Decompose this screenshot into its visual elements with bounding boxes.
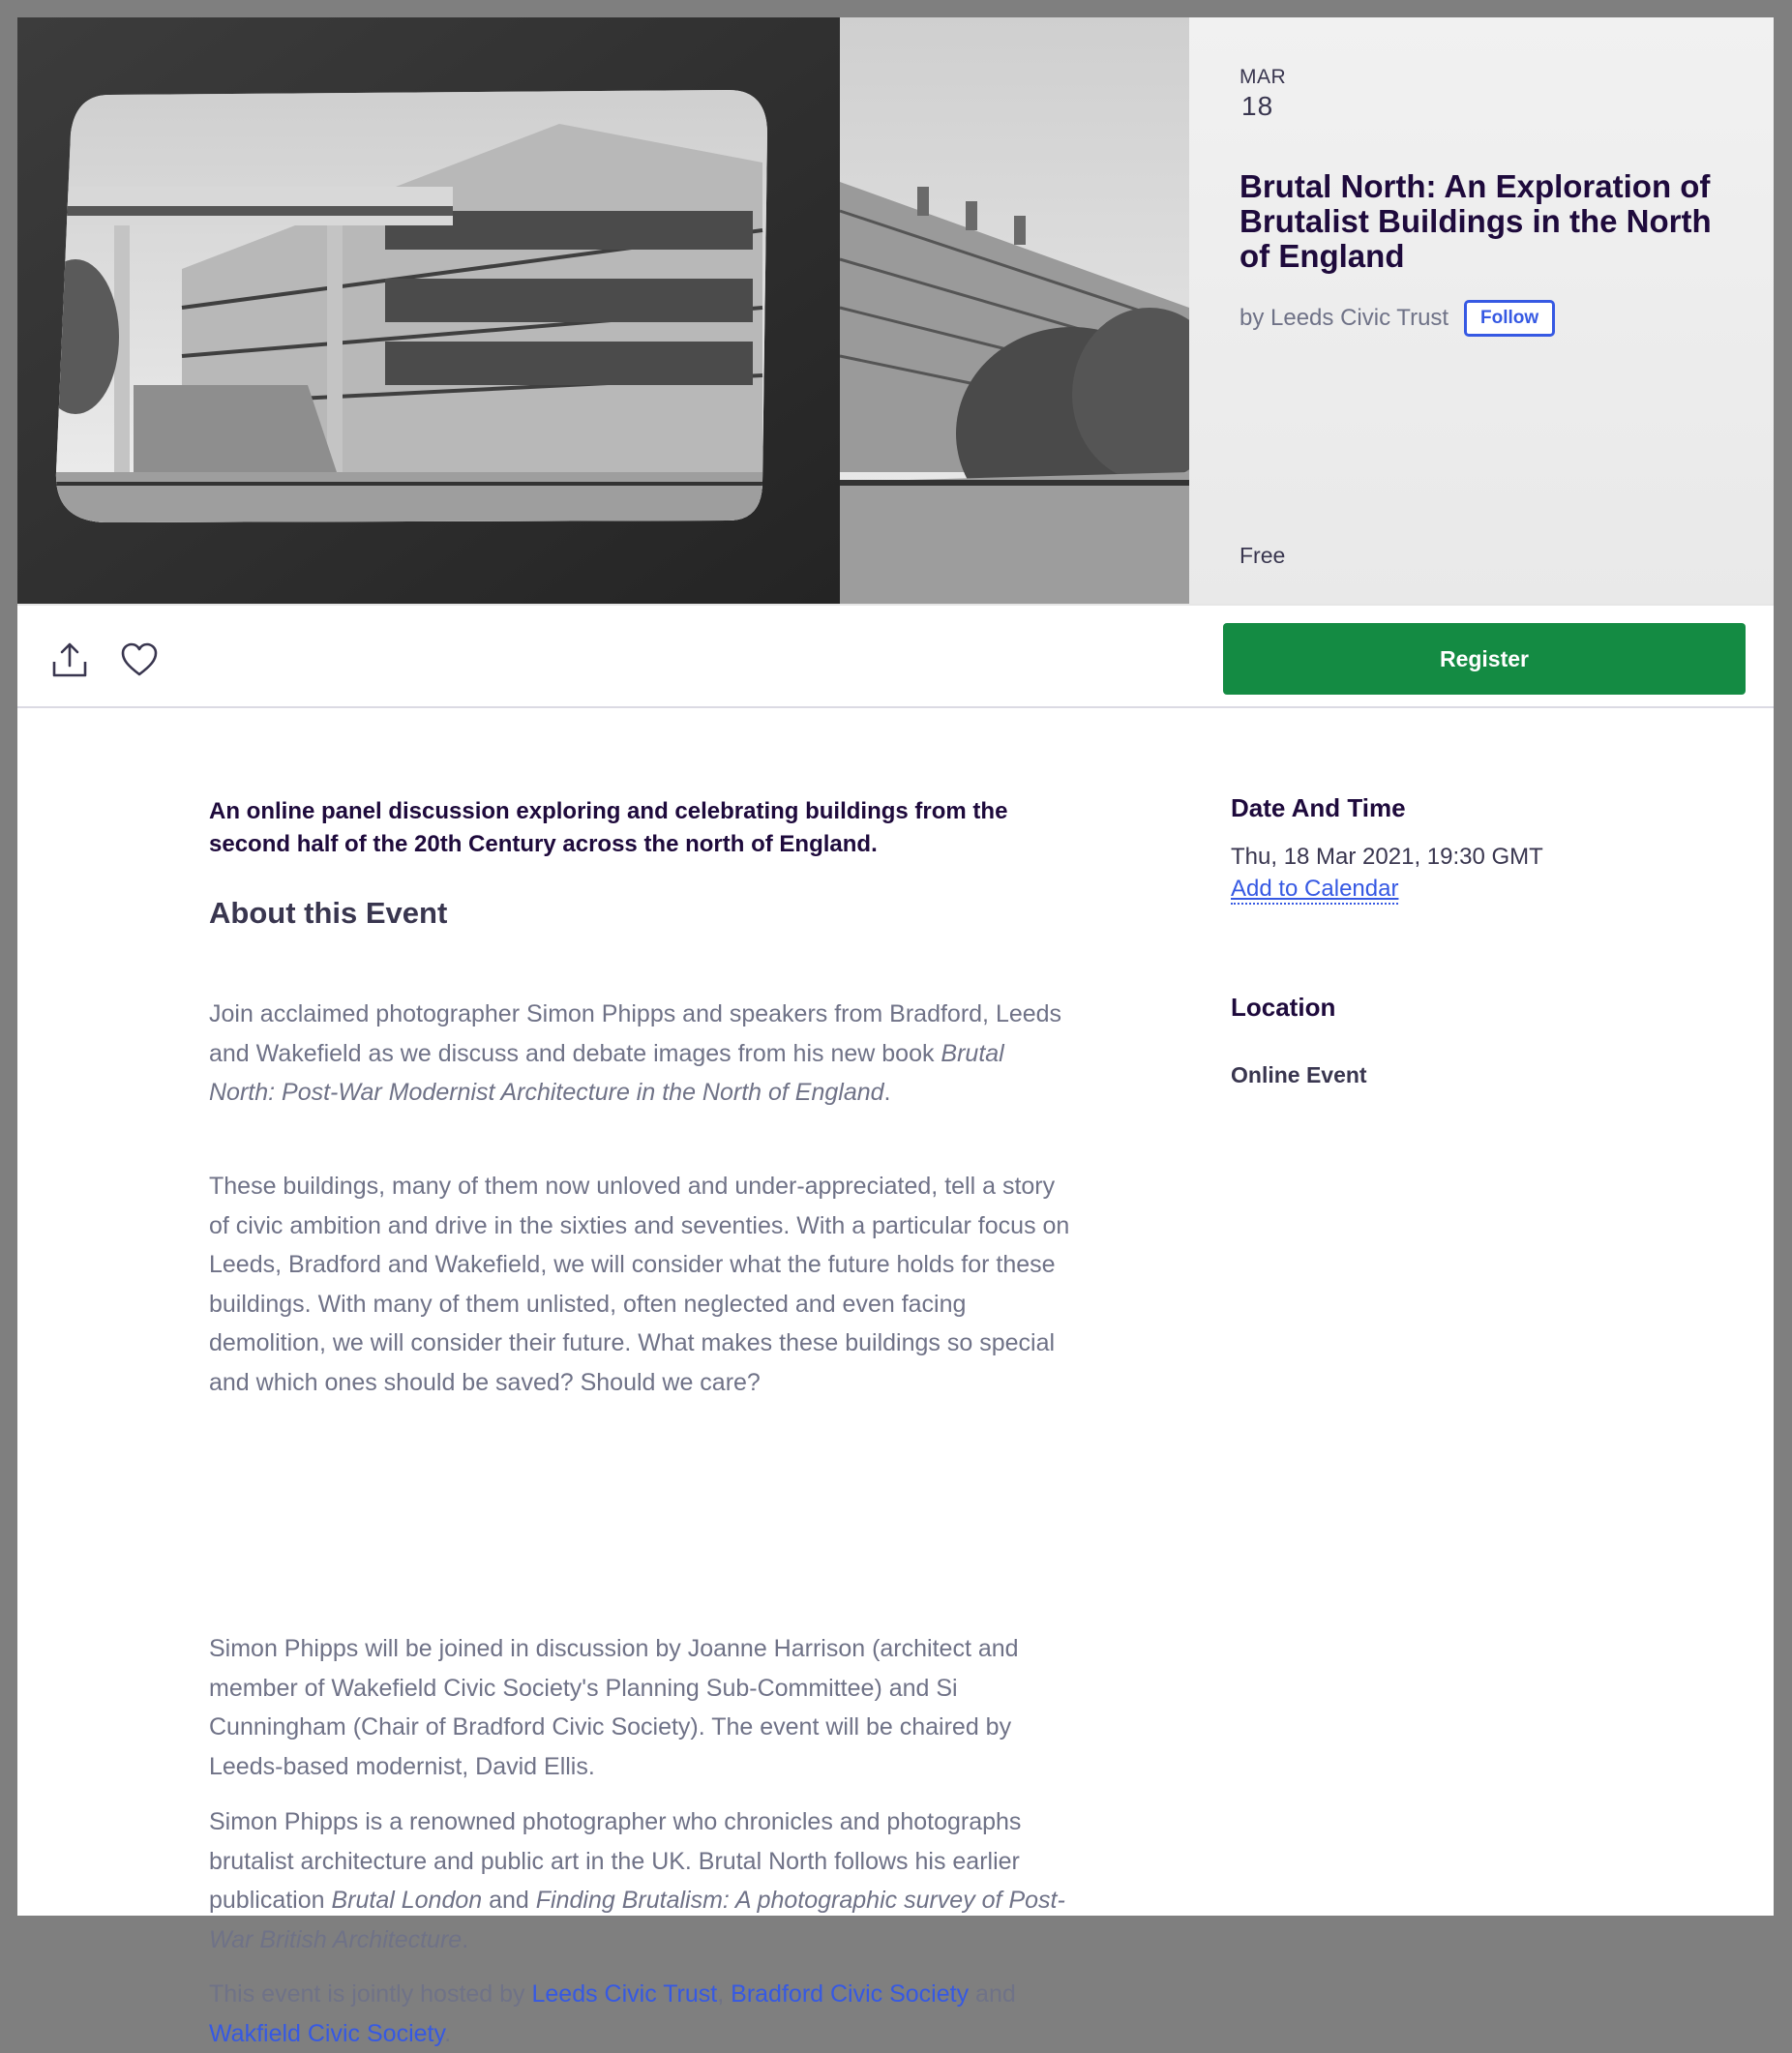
event-hero-image (17, 17, 1189, 604)
event-date-time: Thu, 18 Mar 2021, 19:30 GMT (1231, 844, 1543, 870)
about-heading: About this Event (209, 896, 448, 930)
book-title: Brutal North: Post-War Modernist Architecture in the North of England (209, 1039, 1004, 1106)
share-icon[interactable] (50, 640, 89, 679)
description-paragraph-1: Join acclaimed photographer Simon Phipps and speakers from Bradford, Leeds and Wakefield as we discuss and debate images from his new book Brutal North: Post-War Modernist Architecture in the North of England. (209, 1000, 1062, 1106)
heart-icon[interactable] (120, 640, 159, 679)
book-title: Brutal London (331, 1887, 483, 1914)
description-paragraph-2: These buildings, many of them now unloved and under-appreciated, tell a story of civic ambition and drive in the sixties and seventies. With a particular focus on Leeds, Bradford and Wakefield, we will consider what the future holds for these buildings. With many of them unlisted, often neglected and even facing demolition, we will consider their future. What makes these buildings so special and which ones should be saved? Should we care? (209, 1173, 1070, 1396)
bradford-civic-society-link[interactable]: Bradford Civic Society (731, 1980, 970, 2008)
leeds-civic-trust-link[interactable]: Leeds Civic Trust (531, 1980, 718, 2008)
description-paragraph-3: Simon Phipps will be joined in discussion by Joanne Harrison (architect and member of Wakefield Civic Society's Planning Sub-Committee) and Si Cunningham (Chair of Bradford Civic Society). The event will be chaired by Leeds-based modernist, David Ellis. (209, 1635, 1019, 1780)
event-hero (17, 17, 1774, 604)
event-price: Free (1239, 543, 1286, 568)
description-paragraph-5: This event is jointly hosted by Leeds Civic Trust, Bradford Civic Society and Wakfield Civic Society. (209, 1980, 1016, 2047)
organizer-name[interactable]: by Leeds Civic Trust (1239, 305, 1449, 331)
event-details (17, 708, 1774, 2047)
follow-button[interactable]: Follow (1464, 300, 1555, 337)
description-paragraph-4: Simon Phipps is a renowned photographer who chronicles and photographs brutalist architecture and public art in the UK. Brutal North follows his earlier publication Brutal London and Finding Brutalism: A photographic survey of Post-War British Architecture. (209, 1808, 1065, 1953)
brutalist-building-photo (17, 17, 1189, 604)
register-button[interactable]: Register (1223, 623, 1746, 695)
event-title: Brutal North: An Exploration of Brutalist Buildings in the North of England (1239, 168, 1712, 274)
event-summary: An online panel discussion exploring and celebrating buildings from the second half of the 20th Century across the north of England. (209, 798, 1008, 857)
organizer-row (1239, 300, 1555, 337)
event-location: Online Event (1231, 1062, 1367, 1087)
add-to-calendar-link[interactable]: Add to Calendar (1231, 876, 1398, 905)
event-date-day: 18 (1241, 91, 1274, 121)
event-hero-info (1189, 17, 1774, 604)
date-time-heading: Date And Time (1231, 793, 1406, 822)
event-page (17, 17, 1774, 2047)
book-title: Finding Brutalism: A photographic survey of Post-War British Architecture (209, 1887, 1065, 1953)
wakefield-civic-society-link[interactable]: Wakfield Civic Society (209, 2019, 445, 2047)
location-heading: Location (1231, 993, 1336, 1022)
event-date-month: MAR (1239, 66, 1287, 88)
action-bar (17, 604, 1774, 708)
